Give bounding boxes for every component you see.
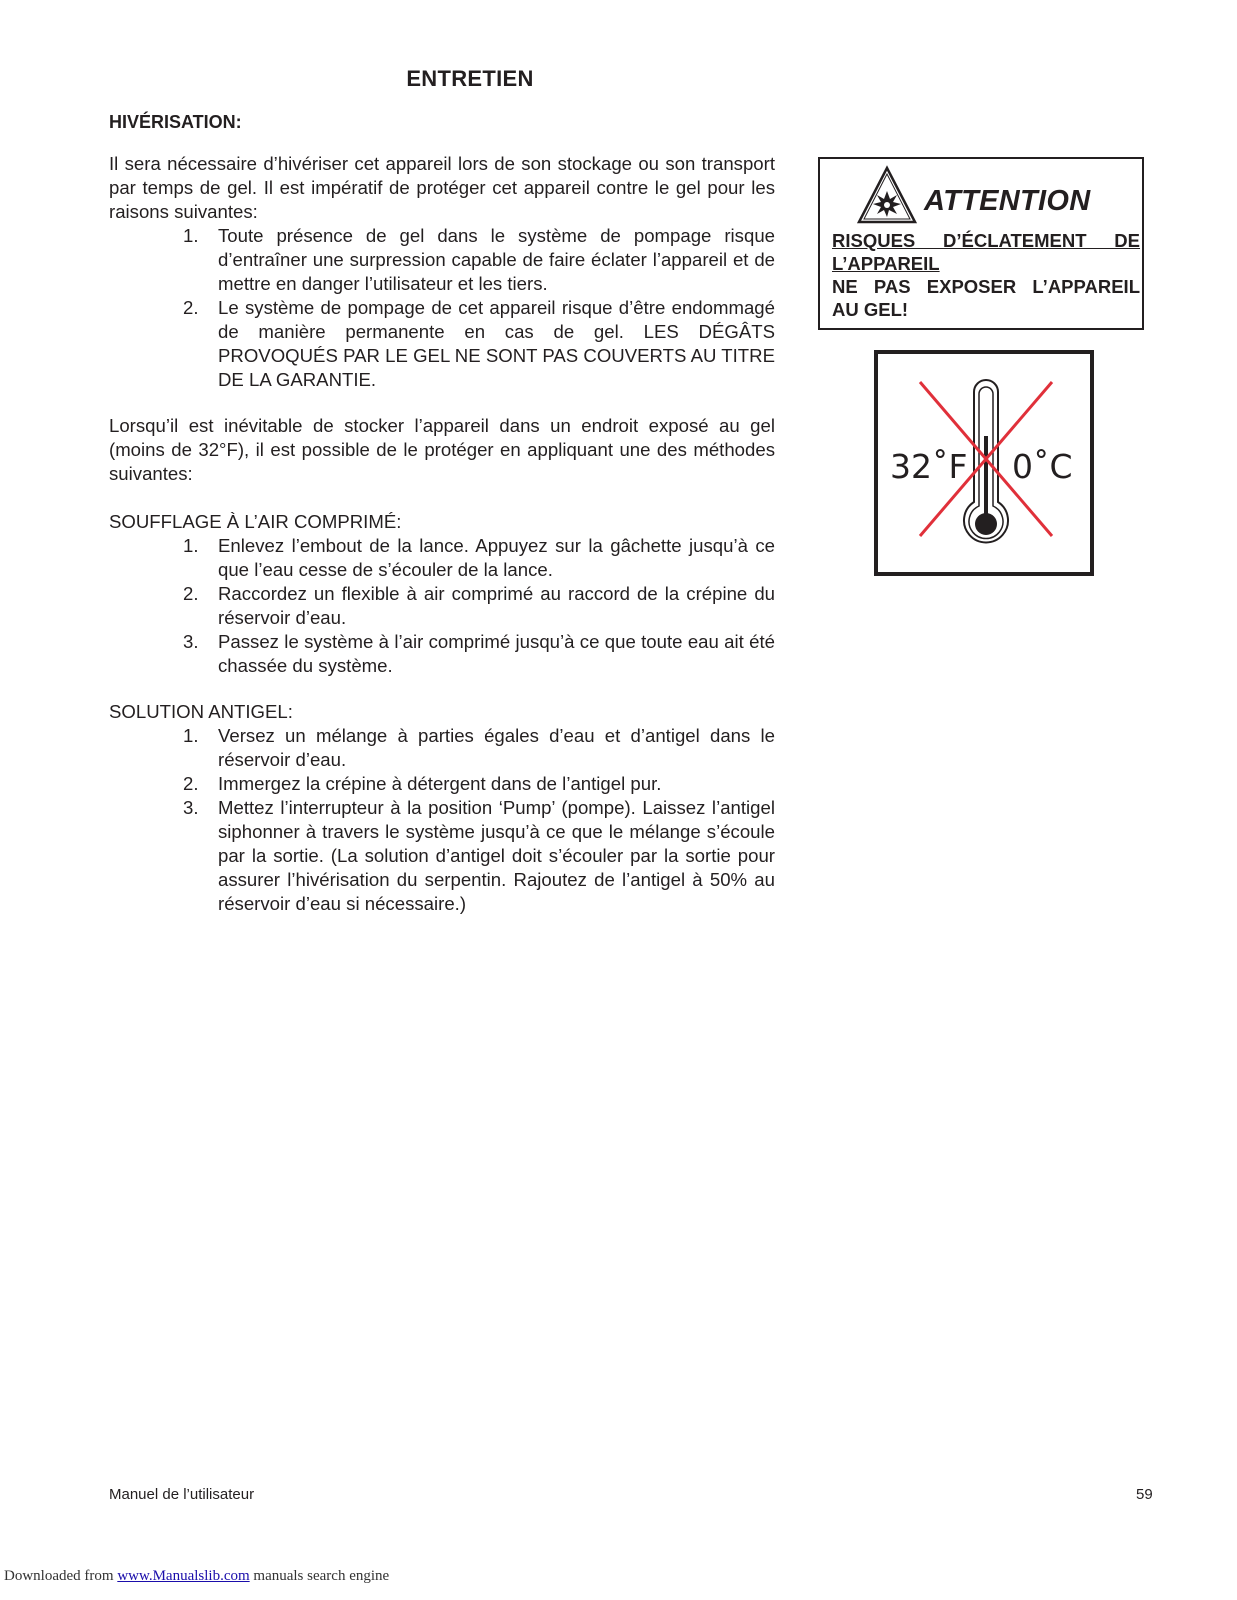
list-item [109, 224, 775, 296]
section-heading: HIVÉRISATION: [109, 112, 242, 132]
methods-intro-block [109, 414, 775, 486]
warning-line: AU GEL! [832, 299, 909, 320]
list-text: Toute présence de gel dans le système de pompage risque d’entraîner une surpression capable de faire éclater l’appareil et de mettre en danger l’utilisateur et les tiers. [218, 225, 775, 294]
warning-box [818, 157, 1144, 330]
warning-text [832, 229, 1140, 321]
antifreeze-steps-list [109, 724, 775, 916]
footer-manual-title: Manuel de l’utilisateur [109, 1486, 255, 1503]
reasons-list [109, 224, 775, 392]
list-item [109, 796, 775, 916]
list-number: 2. [183, 583, 199, 604]
list-item [109, 582, 775, 630]
download-bar [4, 1568, 389, 1585]
air-method-heading: SOUFFLAGE À L’AIR COMPRIMÉ: [109, 511, 402, 532]
air-method-block [109, 510, 775, 678]
warning-line: RISQUES D’ÉCLATEMENT DE [832, 230, 1140, 251]
download-suffix: manuals search engine [249, 1568, 390, 1584]
warning-line: NE PAS EXPOSER L’APPAREIL [832, 276, 1140, 297]
antifreeze-method-block [109, 700, 775, 916]
list-number: 1. [183, 725, 199, 746]
warning-word: ATTENTION [924, 185, 1091, 217]
list-number: 3. [183, 631, 199, 652]
list-item [109, 534, 775, 582]
list-text: Passez le système à l’air comprimé jusqu’à ce que toute eau ait été chassée du système. [218, 631, 775, 676]
antifreeze-method-heading: SOLUTION ANTIGEL: [109, 701, 293, 722]
frost-symbol [874, 350, 1094, 581]
fahrenheit-label: 32˚F [890, 447, 968, 486]
methods-intro-paragraph: Lorsqu’il est inévitable de stocker l’appareil dans un endroit exposé au gel (moins de 32°F), il est possible de le protéger en appliquant une des méthodes suivantes: [109, 415, 775, 484]
page-title: ENTRETIEN [406, 66, 534, 91]
list-text: Le système de pompage de cet appareil risque d’être endommagé de manière permanente en cas de gel. LES DÉGÂTS PROVOQUÉS PAR LE GEL NE SONT PAS COUVERTS AU TITRE DE LA GARANTIE. [218, 297, 775, 390]
list-text: Enlevez l’embout de la lance. Appuyez sur la gâchette jusqu’à ce que l’eau cesse de s’écouler de la lance. [218, 535, 775, 580]
celsius-label: 0˚C [1012, 447, 1073, 486]
list-number: 3. [183, 797, 199, 818]
list-text: Raccordez un flexible à air comprimé au raccord de la crépine du réservoir d’eau. [218, 583, 775, 628]
list-number: 2. [183, 297, 199, 318]
warning-line: L’APPAREIL [832, 253, 940, 274]
page-number: 59 [1136, 1486, 1153, 1503]
intro-paragraph: Il sera nécessaire d’hivériser cet appareil lors de son stockage ou son transport par temps de gel. Il est impératif de protéger cet appareil contre le gel pour les raisons suivantes: [109, 153, 775, 222]
explosion-warning-icon [856, 165, 918, 225]
warning-header [856, 163, 1142, 229]
list-item [109, 630, 775, 678]
list-text: Versez un mélange à parties égales d’eau et d’antigel dans le réservoir d’eau. [218, 725, 775, 770]
list-number: 1. [183, 225, 199, 246]
download-prefix: Downloaded from [4, 1568, 118, 1584]
list-text: Mettez l’interrupteur à la position ‘Pump’ (pompe). Laissez l’antigel siphonner à travers le système jusqu’à ce que le mélange s’écoule par la sortie. (La solution d’antigel doit s’écouler par la sortie pour assurer l’hivérisation du serpentin. Rajoutez de l’antigel à 50% au réservoir d’eau si nécessaire.) [218, 797, 775, 914]
list-number: 2. [183, 773, 199, 794]
list-item [109, 772, 775, 796]
crossed-thermometer-icon [874, 350, 1094, 576]
list-item [109, 296, 775, 392]
manualslib-link[interactable]: www.Manualslib.com [117, 1568, 250, 1584]
list-text: Immergez la crépine à détergent dans de l’antigel pur. [218, 773, 662, 794]
list-number: 1. [183, 535, 199, 556]
air-steps-list [109, 534, 775, 678]
list-item [109, 724, 775, 772]
intro-block [109, 152, 775, 392]
